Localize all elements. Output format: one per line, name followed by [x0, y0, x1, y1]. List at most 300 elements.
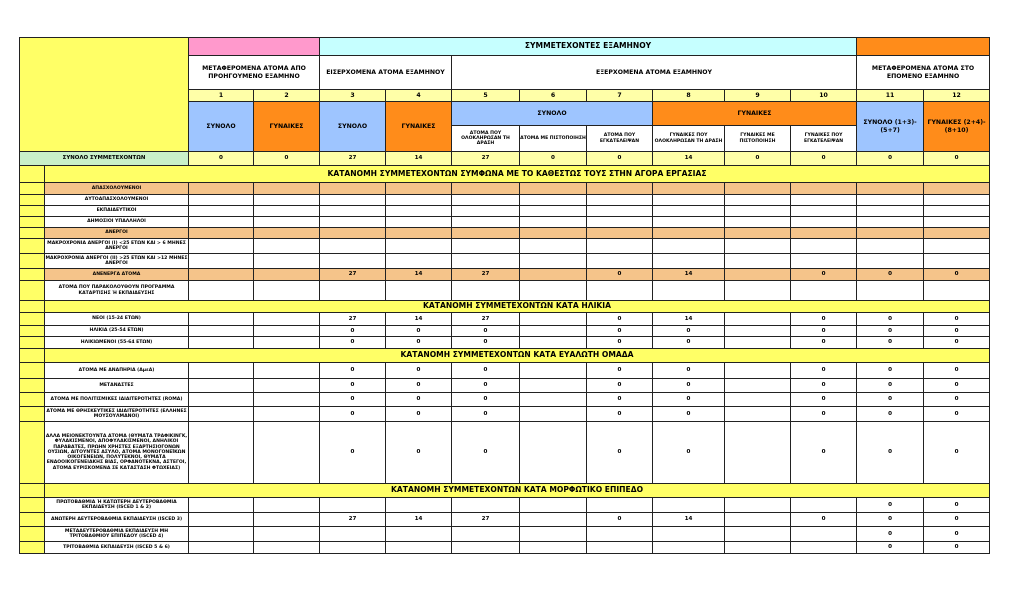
value-cell: 0	[924, 313, 990, 326]
value-cell	[653, 498, 725, 513]
value-cell: 0	[386, 379, 452, 393]
row-label: ΔΗΜΟΣΙΟΙ ΥΠΑΛΛΗΛΟΙ	[45, 217, 189, 228]
row-label: ΑΤΟΜΑ ΜΕ ΘΡΗΣΚΕΥΤΙΚΕΣ ΙΔΙΑΙΤΕΡΟΤΗΤΕΣ (ΕΛΛΗΝΕΣ ΜΟΥΣΟΥΛΜΑΝΟΙ)	[45, 407, 189, 422]
value-cell	[587, 239, 653, 254]
value-cell: 0	[587, 326, 653, 337]
value-cell	[452, 542, 520, 554]
value-cell	[254, 239, 320, 254]
value-cell	[254, 513, 320, 527]
value-cell	[452, 498, 520, 513]
value-cell	[725, 363, 791, 379]
total-cell: 14	[653, 152, 725, 166]
row-margin	[20, 206, 45, 217]
value-cell	[386, 239, 452, 254]
row-margin	[20, 513, 45, 527]
value-cell	[320, 527, 386, 542]
row-elderly	[20, 337, 990, 349]
value-cell	[725, 195, 791, 206]
value-cell: 0	[320, 326, 386, 337]
value-cell	[520, 195, 587, 206]
value-cell	[924, 195, 990, 206]
value-cell	[254, 313, 320, 326]
value-cell	[725, 228, 791, 239]
row-label: ΑΝΕΝΕΡΓΑ ΑΤΟΜΑ	[45, 269, 189, 281]
value-cell: 0	[791, 379, 857, 393]
row-migrants	[20, 379, 990, 393]
total-participants-label: ΣΥΝΟΛΟ ΣΥΜΜΕΤΕΧΟΝΤΩΝ	[20, 152, 189, 166]
value-cell	[520, 254, 587, 269]
value-cell	[924, 183, 990, 195]
value-cell	[520, 527, 587, 542]
value-cell: 0	[587, 313, 653, 326]
value-cell	[725, 206, 791, 217]
col-number: 8	[653, 90, 725, 102]
section-age-title: ΚΑΤΑΝΟΜΗ ΣΥΜΜΕΤΕΧΟΝΤΩΝ ΚΑΤΑ ΗΛΙΚΙΑ	[45, 301, 990, 313]
value-cell: 14	[653, 269, 725, 281]
value-cell	[254, 228, 320, 239]
value-cell	[386, 527, 452, 542]
value-cell	[653, 281, 725, 301]
value-cell	[520, 206, 587, 217]
value-cell	[452, 239, 520, 254]
col-number: 7	[587, 90, 653, 102]
value-cell	[791, 498, 857, 513]
value-cell	[189, 337, 254, 349]
row-edu-primary	[20, 498, 990, 513]
value-cell: 0	[924, 393, 990, 407]
value-cell: 27	[320, 513, 386, 527]
value-cell	[452, 254, 520, 269]
row-margin	[20, 527, 45, 542]
value-cell: 0	[791, 363, 857, 379]
value-cell	[725, 269, 791, 281]
value-cell	[791, 206, 857, 217]
row-margin	[20, 337, 45, 349]
carried-in-color-cell	[189, 38, 320, 56]
value-cell: 0	[924, 326, 990, 337]
entering-header: ΕΙΣΕΡΧΟΜΕΝΑ ΑΤΟΜΑ ΕΞΑΜΗΝΟΥ	[320, 56, 452, 90]
value-cell: 0	[386, 326, 452, 337]
value-cell	[725, 542, 791, 554]
value-cell	[520, 281, 587, 301]
row-margin	[20, 195, 45, 206]
row-label: ΗΛΙΚΙΩΜΕΝΟΙ (55-64 ΕΤΩΝ)	[45, 337, 189, 349]
value-cell: 0	[924, 513, 990, 527]
value-cell	[520, 313, 587, 326]
value-cell	[791, 183, 857, 195]
value-cell	[189, 527, 254, 542]
row-margin	[20, 217, 45, 228]
women-certified-header: ΓΥΝΑΙΚΕΣ ΜΕ ΠΙΣΤΟΠΟΙΗΣΗ	[725, 126, 791, 152]
value-cell: 14	[386, 313, 452, 326]
row-label: ΤΡΙΤΟΒΑΘΜΙΑ ΕΚΠΑΙΔΕΥΣΗ (ISCED 5 & 6)	[45, 542, 189, 554]
value-cell: 0	[857, 422, 924, 484]
value-cell	[587, 542, 653, 554]
row-trainees	[20, 206, 990, 217]
value-cell	[924, 217, 990, 228]
value-cell	[653, 239, 725, 254]
value-cell	[520, 326, 587, 337]
row-margin	[20, 379, 45, 393]
value-cell: 0	[653, 363, 725, 379]
row-label: ΑΝΩΤΕΡΗ ΔΕΥΤΕΡΟΒΑΘΜΙΑ ΕΚΠΑΙΔΕΥΣΗ (ISCED 3)	[45, 513, 189, 527]
value-cell	[254, 498, 320, 513]
row-unemployed	[20, 228, 990, 239]
value-cell	[386, 217, 452, 228]
value-cell: 0	[386, 407, 452, 422]
row-margin	[20, 393, 45, 407]
value-cell: 0	[320, 393, 386, 407]
value-cell	[791, 254, 857, 269]
col-number: 1	[189, 90, 254, 102]
row-label: ΑΤΟΜΑ ΜΕ ΠΟΛΙΤΙΣΜΙΚΕΣ ΙΔΙΑΙΤΕΡΟΤΗΤΕΣ (ROMA)	[45, 393, 189, 407]
value-cell: 0	[924, 527, 990, 542]
value-cell: 0	[924, 269, 990, 281]
value-cell	[725, 217, 791, 228]
value-cell	[254, 206, 320, 217]
carried-out-header: ΜΕΤΑΦΕΡΟΜΕΝΑ ΑΤΟΜΑ ΣΤΟ ΕΠΟΜΕΝΟ ΕΞΑΜΗΝΟ	[857, 56, 990, 90]
value-cell	[189, 498, 254, 513]
row-margin	[20, 239, 45, 254]
value-cell: 0	[924, 363, 990, 379]
value-cell	[587, 183, 653, 195]
value-cell: 0	[386, 393, 452, 407]
value-cell: 0	[653, 326, 725, 337]
total-cell: 27	[452, 152, 520, 166]
value-cell	[653, 195, 725, 206]
report-table-container	[19, 37, 990, 554]
value-cell	[189, 542, 254, 554]
value-cell	[254, 393, 320, 407]
total-cell: 0	[587, 152, 653, 166]
value-cell	[254, 183, 320, 195]
value-cell	[386, 206, 452, 217]
value-cell: 0	[791, 313, 857, 326]
value-cell	[386, 195, 452, 206]
value-cell	[725, 407, 791, 422]
section-margin	[20, 166, 45, 183]
value-cell: 0	[587, 513, 653, 527]
col-number: 12	[924, 90, 990, 102]
participants-report-table	[19, 37, 990, 554]
exiting-women-header: ΓΥΝΑΙΚΕΣ	[653, 102, 857, 126]
value-cell	[320, 195, 386, 206]
value-cell	[587, 498, 653, 513]
value-cell	[520, 407, 587, 422]
row-margin	[20, 183, 45, 195]
value-cell: 0	[587, 379, 653, 393]
value-cell	[791, 542, 857, 554]
value-cell	[520, 542, 587, 554]
value-cell	[653, 542, 725, 554]
value-cell: 0	[452, 393, 520, 407]
value-cell	[254, 407, 320, 422]
value-cell	[653, 254, 725, 269]
value-cell: 0	[320, 379, 386, 393]
row-label: ΜΕΤΑΝΑΣΤΕΣ	[45, 379, 189, 393]
row-label: ΝΕΟΙ (15-24 ΕΤΩΝ)	[45, 313, 189, 326]
row-adults	[20, 326, 990, 337]
value-cell: 0	[857, 337, 924, 349]
row-label: ΗΛΙΚΙΑ (25-54 ΕΤΩΝ)	[45, 326, 189, 337]
row-cultural	[20, 393, 990, 407]
row-self-employed	[20, 195, 990, 206]
value-cell	[924, 228, 990, 239]
row-label: ΑΤΟΜΑ ΜΕ ΑΝΑΠΗΡΙΑ (ΑμεΑ)	[45, 363, 189, 379]
value-cell: 0	[587, 337, 653, 349]
row-label: ΑΠΑΣΧΟΛΟΥΜΕΝΟΙ	[45, 183, 189, 195]
value-cell	[791, 195, 857, 206]
value-cell	[320, 239, 386, 254]
col-number: 4	[386, 90, 452, 102]
value-cell	[587, 281, 653, 301]
value-cell	[653, 228, 725, 239]
value-cell	[653, 527, 725, 542]
value-cell: 0	[924, 542, 990, 554]
row-margin	[20, 542, 45, 554]
section-education-title: ΚΑΤΑΝΟΜΗ ΣΥΜΜΕΤΕΧΟΝΤΩΝ ΚΑΤΑ ΜΟΡΦΩΤΙΚΟ ΕΠΙΠΕΔΟ	[45, 484, 990, 498]
value-cell	[857, 254, 924, 269]
section-margin	[20, 349, 45, 363]
value-cell	[725, 513, 791, 527]
value-cell	[254, 254, 320, 269]
value-cell: 0	[857, 393, 924, 407]
value-cell: 0	[857, 363, 924, 379]
value-cell: 0	[857, 407, 924, 422]
value-cell: 0	[924, 379, 990, 393]
row-label: ΑΥΤΟΑΠΑΣΧΟΛΟΥΜΕΝΟΙ	[45, 195, 189, 206]
value-cell: 0	[857, 313, 924, 326]
value-cell	[189, 206, 254, 217]
section-vulnerable-title: ΚΑΤΑΝΟΜΗ ΣΥΜΜΕΤΕΧΟΝΤΩΝ ΚΑΤΑ ΕΥΑΛΩΤΗ ΟΜΑΔΑ	[45, 349, 990, 363]
value-cell	[725, 393, 791, 407]
value-cell	[725, 326, 791, 337]
value-cell: 0	[857, 326, 924, 337]
value-cell: 0	[320, 337, 386, 349]
col-number: 6	[520, 90, 587, 102]
value-cell	[254, 217, 320, 228]
value-cell: 27	[320, 313, 386, 326]
row-edu-tertiary	[20, 542, 990, 554]
value-cell	[520, 269, 587, 281]
total-cell: 0	[725, 152, 791, 166]
value-cell: 0	[587, 393, 653, 407]
value-cell: 0	[791, 393, 857, 407]
value-cell	[791, 228, 857, 239]
value-cell: 0	[924, 337, 990, 349]
value-cell	[189, 363, 254, 379]
value-cell	[386, 281, 452, 301]
row-margin	[20, 326, 45, 337]
value-cell: 0	[653, 393, 725, 407]
value-cell	[725, 254, 791, 269]
value-cell: 0	[924, 422, 990, 484]
value-cell	[857, 183, 924, 195]
value-cell	[254, 337, 320, 349]
value-cell	[924, 239, 990, 254]
value-cell	[320, 217, 386, 228]
value-cell: 0	[452, 422, 520, 484]
value-cell	[857, 228, 924, 239]
value-cell: 0	[791, 422, 857, 484]
value-cell	[857, 206, 924, 217]
total-cell: 14	[386, 152, 452, 166]
section-labour-title: ΚΑΤΑΝΟΜΗ ΣΥΜΜΕΤΕΧΟΝΤΩΝ ΣΥΜΦΩΝΑ ΜΕ ΤΟ ΚΑΘΕΣΤΩΣ ΤΟΥΣ ΣΤΗΝ ΑΓΟΡΑ ΕΡΓΑΣΙΑΣ	[45, 166, 990, 183]
col-number: 5	[452, 90, 520, 102]
value-cell	[320, 281, 386, 301]
row-margin	[20, 422, 45, 484]
value-cell: 0	[386, 363, 452, 379]
value-cell: 14	[386, 269, 452, 281]
value-cell: 0	[587, 363, 653, 379]
value-cell	[520, 228, 587, 239]
row-lt-unemployed-1	[20, 239, 990, 254]
value-cell	[189, 393, 254, 407]
value-cell	[254, 326, 320, 337]
value-cell: 0	[924, 407, 990, 422]
section-margin	[20, 301, 45, 313]
value-cell: 0	[653, 379, 725, 393]
total-cell: 0	[924, 152, 990, 166]
value-cell: 14	[653, 313, 725, 326]
value-cell	[520, 513, 587, 527]
value-cell: 0	[791, 337, 857, 349]
value-cell	[857, 217, 924, 228]
value-cell	[254, 269, 320, 281]
value-cell	[320, 254, 386, 269]
abandoned-header: ΑΤΟΜΑ ΠΟΥ ΕΓΚΑΤΕΛΕΙΨΑΝ	[587, 126, 653, 152]
header-corner	[20, 38, 189, 152]
value-cell	[857, 195, 924, 206]
row-in-training	[20, 281, 990, 301]
row-label: ΜΑΚΡΟΧΡΟΝΙΑ ΑΝΕΡΓΟΙ (Ι) <25 ΕΤΩΝ ΚΑΙ > 6 ΜΗΝΕΣ ΑΝΕΡΓΟΙ	[45, 239, 189, 254]
value-cell	[189, 239, 254, 254]
row-disabled	[20, 363, 990, 379]
value-cell	[520, 363, 587, 379]
value-cell	[587, 195, 653, 206]
value-cell	[653, 183, 725, 195]
value-cell	[520, 337, 587, 349]
row-young	[20, 313, 990, 326]
value-cell: 0	[452, 363, 520, 379]
value-cell	[924, 254, 990, 269]
value-cell	[725, 313, 791, 326]
row-label: ΠΡΩΤΟΒΑΘΜΙΑ Ή ΚΑΤΩΤΕΡΗ ΔΕΥΤΕΡΟΒΑΘΜΙΑ ΕΚΠΑΙΔΕΥΣΗ (ISCED 1 & 2)	[45, 498, 189, 513]
row-margin	[20, 498, 45, 513]
value-cell	[587, 206, 653, 217]
value-cell	[452, 183, 520, 195]
row-inactive	[20, 269, 990, 281]
value-cell: 0	[320, 407, 386, 422]
value-cell: 0	[791, 326, 857, 337]
value-cell	[320, 228, 386, 239]
total-cell: 0	[520, 152, 587, 166]
value-cell: 0	[857, 498, 924, 513]
value-cell	[520, 239, 587, 254]
value-cell	[254, 195, 320, 206]
value-cell: 0	[857, 542, 924, 554]
row-label: ΑΝΕΡΓΟΙ	[45, 228, 189, 239]
row-label: ΜΑΚΡΟΧΡΟΝΙΑ ΑΝΕΡΓΟΙ (ΙΙ) >25 ΕΤΩΝ ΚΑΙ >12 ΜΗΝΕΣ ΑΝΕΡΓΟΙ	[45, 254, 189, 269]
col-number: 10	[791, 90, 857, 102]
total-cell: 27	[320, 152, 386, 166]
value-cell	[520, 498, 587, 513]
exiting-header: ΕΞΕΡΧΟΜΕΝΑ ΑΤΟΜΑ ΕΞΑΜΗΝΟΥ	[452, 56, 857, 90]
value-cell	[189, 254, 254, 269]
value-cell	[386, 542, 452, 554]
value-cell	[520, 217, 587, 228]
value-cell: 0	[653, 422, 725, 484]
value-cell	[452, 281, 520, 301]
value-cell	[189, 217, 254, 228]
value-cell	[520, 183, 587, 195]
value-cell	[725, 183, 791, 195]
row-religious	[20, 407, 990, 422]
value-cell	[452, 228, 520, 239]
value-cell: 0	[924, 498, 990, 513]
value-cell	[653, 206, 725, 217]
value-cell	[254, 281, 320, 301]
value-cell	[189, 269, 254, 281]
value-cell	[320, 498, 386, 513]
value-cell	[452, 206, 520, 217]
carried-out-color-cell	[857, 38, 990, 56]
col-number: 2	[254, 90, 320, 102]
row-label: ΑΤΟΜΑ ΠΟΥ ΠΑΡΑΚΟΛΟΥΘΟΥΝ ΠΡΟΓΡΑΜΜΑ ΚΑΤΑΡΤΙΣΗΣ Ή ΕΚΠΑΙΔΕΥΣΗΣ	[45, 281, 189, 301]
value-cell	[254, 379, 320, 393]
carried-in-header: ΜΕΤΑΦΕΡΟΜΕΝΑ ΑΤΟΜΑ ΑΠΟ ΠΡΟΗΓΟΥΜΕΝΟ ΕΞΑΜΗΝΟ	[189, 56, 320, 90]
women-completed-header: ΓΥΝΑΙΚΕΣ ΠΟΥ ΟΛΟΚΛΗΡΩΣΑΝ ΤΗ ΔΡΑΣΗ	[653, 126, 725, 152]
row-label: ΕΚΠΑΙΔΕΥΤΙΚΟΙ	[45, 206, 189, 217]
value-cell	[791, 281, 857, 301]
row-employed	[20, 183, 990, 195]
value-cell	[857, 239, 924, 254]
value-cell	[320, 542, 386, 554]
row-margin	[20, 313, 45, 326]
row-margin	[20, 363, 45, 379]
value-cell	[386, 498, 452, 513]
value-cell: 14	[653, 513, 725, 527]
value-cell	[520, 393, 587, 407]
value-cell	[386, 254, 452, 269]
carried-out-women-header: ΓΥΝΑΙΚΕΣ (2+4)-(8+10)	[924, 102, 990, 152]
col-number: 3	[320, 90, 386, 102]
total-cell: 0	[254, 152, 320, 166]
certified-header: ΑΤΟΜΑ ΜΕ ΠΙΣΤΟΠΟΙΗΣΗ	[520, 126, 587, 152]
value-cell	[520, 422, 587, 484]
value-cell: 0	[386, 422, 452, 484]
value-cell: 27	[452, 513, 520, 527]
total-cell: 0	[189, 152, 254, 166]
value-cell: 0	[320, 422, 386, 484]
value-cell	[924, 281, 990, 301]
value-cell	[189, 281, 254, 301]
entering-women-header: ΓΥΝΑΙΚΕΣ	[386, 102, 452, 152]
value-cell	[254, 422, 320, 484]
value-cell: 0	[452, 337, 520, 349]
value-cell	[791, 239, 857, 254]
section-margin	[20, 484, 45, 498]
value-cell: 0	[587, 407, 653, 422]
value-cell: 0	[791, 513, 857, 527]
value-cell	[452, 195, 520, 206]
value-cell	[189, 326, 254, 337]
value-cell	[857, 281, 924, 301]
total-cell: 0	[857, 152, 924, 166]
value-cell	[725, 379, 791, 393]
participants-header: ΣΥΜΜΕΤΕΧΟΝΤΕΣ ΕΞΑΜΗΝΟΥ	[320, 38, 857, 56]
value-cell	[791, 217, 857, 228]
